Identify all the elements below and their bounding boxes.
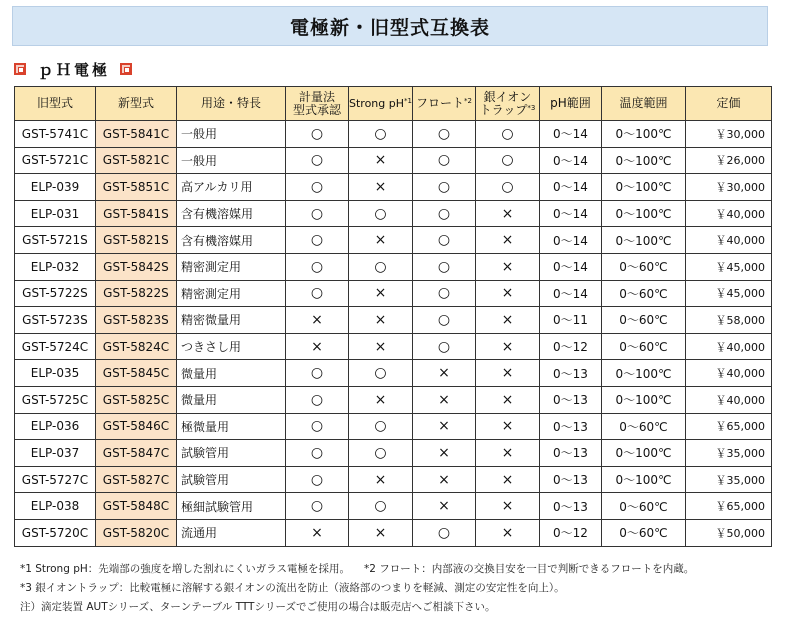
- cell-silver-trap: ○: [475, 174, 539, 201]
- cell-old-model: ELP-032: [15, 253, 96, 280]
- cell-old-model: ELP-039: [15, 174, 96, 201]
- cell-float: ○: [412, 200, 475, 227]
- header-silver-trap: [475, 87, 539, 121]
- cell-new-model: GST-5825C: [96, 386, 177, 413]
- cell-float: ×: [412, 466, 475, 493]
- cell-old-model: GST-5721S: [15, 227, 96, 254]
- cell-temp-range: 0～100℃: [601, 360, 685, 387]
- cell-old-model: ELP-035: [15, 360, 96, 387]
- cell-price: ￥35,000: [685, 440, 771, 467]
- cell-jcss: ×: [286, 333, 349, 360]
- cell-usage: 精密微量用: [177, 307, 286, 334]
- cell-strong-ph: ×: [349, 466, 413, 493]
- cell-ph-range: 0～11: [539, 307, 601, 334]
- table-row: [15, 121, 772, 148]
- cell-float: ×: [412, 386, 475, 413]
- footnote-3: *3 銀イオントラップ：比較電極に溶解する銀イオンの流出を防止（液絡部のつまりを軽減、測定の安定性を向上）。: [20, 582, 565, 594]
- cell-old-model: GST-5727C: [15, 466, 96, 493]
- table-header-row: [15, 87, 772, 121]
- footnote-1: *1 Strong pH：先端部の強度を増した割れにくいガラス電極を採用。: [20, 563, 350, 575]
- table-row: [15, 519, 772, 546]
- cell-old-model: GST-5741C: [15, 121, 96, 148]
- cell-new-model: GST-5822S: [96, 280, 177, 307]
- cell-old-model: GST-5724C: [15, 333, 96, 360]
- cell-temp-range: 0～60℃: [601, 307, 685, 334]
- cell-usage: 試験管用: [177, 440, 286, 467]
- cell-float: ×: [412, 360, 475, 387]
- cell-float: ×: [412, 413, 475, 440]
- cell-usage: 極微量用: [177, 413, 286, 440]
- cell-temp-range: 0～60℃: [601, 333, 685, 360]
- cell-jcss: ○: [286, 386, 349, 413]
- footnote-note: 注）滴定装置 AUTシリーズ、ターンテーブル TTTシリーズでご使用の場合は販売店へご相談下さい。: [20, 601, 496, 613]
- cell-jcss: ○: [286, 360, 349, 387]
- cell-silver-trap: ×: [475, 493, 539, 520]
- table-row: [15, 227, 772, 254]
- header-ph-range: pH範囲: [539, 87, 601, 121]
- cell-ph-range: 0～12: [539, 333, 601, 360]
- cell-jcss: ○: [286, 493, 349, 520]
- cell-new-model: GST-5848C: [96, 493, 177, 520]
- cell-ph-range: 0～13: [539, 493, 601, 520]
- footnote-marker-1: *1: [404, 97, 412, 105]
- cell-temp-range: 0～60℃: [601, 253, 685, 280]
- cell-temp-range: 0～60℃: [601, 519, 685, 546]
- footnote-marker-3: *3: [527, 103, 536, 112]
- header-jcss-line2: 型式承認: [292, 102, 341, 117]
- cell-new-model: GST-5824C: [96, 333, 177, 360]
- footnote-row: [20, 560, 780, 579]
- cell-strong-ph: ×: [349, 307, 413, 334]
- cell-old-model: GST-5722S: [15, 280, 96, 307]
- table-row: [15, 440, 772, 467]
- cell-price: ￥40,000: [685, 227, 771, 254]
- cell-jcss: ○: [286, 147, 349, 174]
- compatibility-table: [14, 86, 772, 547]
- cell-float: ○: [412, 253, 475, 280]
- cell-jcss: ○: [286, 280, 349, 307]
- cell-strong-ph: ○: [349, 200, 413, 227]
- table-row: [15, 386, 772, 413]
- header-old-model: 旧型式: [15, 87, 96, 121]
- cell-jcss: ○: [286, 413, 349, 440]
- cell-old-model: ELP-038: [15, 493, 96, 520]
- cell-usage: 流通用: [177, 519, 286, 546]
- cell-strong-ph: ○: [349, 440, 413, 467]
- table-row: [15, 200, 772, 227]
- table-row: [15, 413, 772, 440]
- footnotes: [20, 560, 780, 617]
- cell-usage: つきさし用: [177, 333, 286, 360]
- cell-silver-trap: ×: [475, 440, 539, 467]
- table-row: [15, 253, 772, 280]
- cell-float: ○: [412, 174, 475, 201]
- header-jcss-line1: 計量法: [298, 89, 335, 104]
- cell-float: ○: [412, 147, 475, 174]
- cell-jcss: ○: [286, 200, 349, 227]
- cell-temp-range: 0～100℃: [601, 147, 685, 174]
- table-body: [15, 121, 772, 547]
- cell-strong-ph: ○: [349, 493, 413, 520]
- cell-new-model: GST-5841S: [96, 200, 177, 227]
- cell-float: ×: [412, 493, 475, 520]
- cell-ph-range: 0～14: [539, 227, 601, 254]
- header-strong-ph: [349, 87, 413, 121]
- cell-strong-ph: ○: [349, 121, 413, 148]
- cell-strong-ph: ○: [349, 413, 413, 440]
- cell-temp-range: 0～60℃: [601, 413, 685, 440]
- cell-price: ￥40,000: [685, 360, 771, 387]
- header-new-model: 新型式: [96, 87, 177, 121]
- cell-silver-trap: ×: [475, 413, 539, 440]
- cell-usage: 一般用: [177, 121, 286, 148]
- table-row: [15, 280, 772, 307]
- cell-price: ￥45,000: [685, 280, 771, 307]
- square-bullet-icon: [120, 63, 132, 75]
- table-row: [15, 466, 772, 493]
- cell-strong-ph: ×: [349, 147, 413, 174]
- cell-price: ￥30,000: [685, 121, 771, 148]
- cell-silver-trap: ×: [475, 280, 539, 307]
- header-silver-line1: 銀イオン: [483, 89, 532, 104]
- cell-new-model: GST-5823S: [96, 307, 177, 334]
- cell-ph-range: 0～14: [539, 121, 601, 148]
- cell-float: ○: [412, 519, 475, 546]
- cell-price: ￥40,000: [685, 386, 771, 413]
- cell-usage: 精密測定用: [177, 280, 286, 307]
- cell-silver-trap: ×: [475, 200, 539, 227]
- cell-price: ￥35,000: [685, 466, 771, 493]
- cell-strong-ph: ×: [349, 174, 413, 201]
- cell-silver-trap: ×: [475, 466, 539, 493]
- cell-new-model: GST-5842S: [96, 253, 177, 280]
- cell-ph-range: 0～13: [539, 413, 601, 440]
- cell-jcss: ○: [286, 466, 349, 493]
- footnote-2: *2 フロート：内部液の交換目安を一目で判断できるフロートを内蔵。: [363, 563, 695, 575]
- cell-old-model: ELP-036: [15, 413, 96, 440]
- cell-silver-trap: ×: [475, 519, 539, 546]
- header-usage: 用途・特長: [177, 87, 286, 121]
- cell-float: ○: [412, 280, 475, 307]
- page-title: 電極新・旧型式互換表: [12, 6, 768, 46]
- cell-new-model: GST-5821S: [96, 227, 177, 254]
- cell-usage: 高アルカリ用: [177, 174, 286, 201]
- table-row: [15, 493, 772, 520]
- cell-temp-range: 0～100℃: [601, 200, 685, 227]
- cell-price: ￥45,000: [685, 253, 771, 280]
- table-row: [15, 147, 772, 174]
- cell-silver-trap: ×: [475, 386, 539, 413]
- cell-jcss: ○: [286, 253, 349, 280]
- cell-usage: 試験管用: [177, 466, 286, 493]
- cell-strong-ph: ×: [349, 386, 413, 413]
- cell-silver-trap: ×: [475, 253, 539, 280]
- header-temp-range: 温度範囲: [601, 87, 685, 121]
- cell-jcss: ○: [286, 440, 349, 467]
- cell-strong-ph: ×: [349, 333, 413, 360]
- cell-usage: 一般用: [177, 147, 286, 174]
- cell-new-model: GST-5846C: [96, 413, 177, 440]
- cell-new-model: GST-5851C: [96, 174, 177, 201]
- cell-jcss: ○: [286, 227, 349, 254]
- table-row: [15, 307, 772, 334]
- cell-strong-ph: ×: [349, 519, 413, 546]
- cell-strong-ph: ○: [349, 360, 413, 387]
- cell-new-model: GST-5820C: [96, 519, 177, 546]
- cell-price: ￥65,000: [685, 493, 771, 520]
- cell-float: ○: [412, 307, 475, 334]
- cell-new-model: GST-5845C: [96, 360, 177, 387]
- cell-strong-ph: ×: [349, 227, 413, 254]
- cell-silver-trap: ○: [475, 147, 539, 174]
- cell-ph-range: 0～14: [539, 280, 601, 307]
- cell-ph-range: 0～13: [539, 386, 601, 413]
- cell-ph-range: 0～13: [539, 440, 601, 467]
- cell-old-model: ELP-031: [15, 200, 96, 227]
- cell-temp-range: 0～100℃: [601, 440, 685, 467]
- cell-old-model: GST-5721C: [15, 147, 96, 174]
- cell-old-model: GST-5725C: [15, 386, 96, 413]
- cell-float: ○: [412, 333, 475, 360]
- cell-ph-range: 0～13: [539, 360, 601, 387]
- cell-usage: 微量用: [177, 360, 286, 387]
- cell-price: ￥40,000: [685, 200, 771, 227]
- cell-new-model: GST-5821C: [96, 147, 177, 174]
- cell-old-model: GST-5723S: [15, 307, 96, 334]
- cell-temp-range: 0～100℃: [601, 227, 685, 254]
- cell-new-model: GST-5847C: [96, 440, 177, 467]
- cell-temp-range: 0～100℃: [601, 386, 685, 413]
- footnote-marker-2: *2: [464, 97, 472, 105]
- cell-strong-ph: ○: [349, 253, 413, 280]
- cell-float: ○: [412, 121, 475, 148]
- cell-jcss: ○: [286, 121, 349, 148]
- cell-ph-range: 0～14: [539, 200, 601, 227]
- cell-price: ￥50,000: [685, 519, 771, 546]
- cell-new-model: GST-5827C: [96, 466, 177, 493]
- cell-jcss: ×: [286, 519, 349, 546]
- header-price: 定価: [685, 87, 771, 121]
- cell-price: ￥30,000: [685, 174, 771, 201]
- cell-price: ￥40,000: [685, 333, 771, 360]
- cell-strong-ph: ×: [349, 280, 413, 307]
- cell-temp-range: 0～100℃: [601, 466, 685, 493]
- cell-usage: 微量用: [177, 386, 286, 413]
- cell-price: ￥58,000: [685, 307, 771, 334]
- cell-usage: 含有機溶媒用: [177, 227, 286, 254]
- table-row: [15, 333, 772, 360]
- cell-silver-trap: ○: [475, 121, 539, 148]
- cell-silver-trap: ×: [475, 333, 539, 360]
- cell-jcss: ○: [286, 174, 349, 201]
- header-float: [412, 87, 475, 121]
- cell-new-model: GST-5841C: [96, 121, 177, 148]
- cell-ph-range: 0～14: [539, 174, 601, 201]
- cell-temp-range: 0～100℃: [601, 121, 685, 148]
- cell-ph-range: 0～13: [539, 466, 601, 493]
- cell-silver-trap: ×: [475, 307, 539, 334]
- cell-ph-range: 0～12: [539, 519, 601, 546]
- cell-temp-range: 0～60℃: [601, 493, 685, 520]
- cell-price: ￥65,000: [685, 413, 771, 440]
- cell-old-model: ELP-037: [15, 440, 96, 467]
- table-row: [15, 360, 772, 387]
- cell-usage: 精密測定用: [177, 253, 286, 280]
- header-strong-ph-label: Strong pH: [349, 97, 405, 110]
- section-label: ｐＨ電極: [38, 60, 111, 79]
- header-silver-line2: トラップ: [479, 102, 528, 117]
- cell-old-model: GST-5720C: [15, 519, 96, 546]
- square-bullet-icon: [14, 63, 26, 75]
- cell-temp-range: 0～60℃: [601, 280, 685, 307]
- cell-silver-trap: ×: [475, 360, 539, 387]
- header-float-label: フロート: [415, 96, 464, 110]
- table-row: [15, 174, 772, 201]
- cell-jcss: ×: [286, 307, 349, 334]
- cell-price: ￥26,000: [685, 147, 771, 174]
- cell-usage: 含有機溶媒用: [177, 200, 286, 227]
- cell-ph-range: 0～14: [539, 253, 601, 280]
- cell-ph-range: 0～14: [539, 147, 601, 174]
- section-heading: [14, 58, 132, 80]
- cell-float: ○: [412, 227, 475, 254]
- cell-usage: 極細試験管用: [177, 493, 286, 520]
- cell-temp-range: 0～100℃: [601, 174, 685, 201]
- cell-silver-trap: ×: [475, 227, 539, 254]
- header-jcss: [286, 87, 349, 121]
- cell-float: ×: [412, 440, 475, 467]
